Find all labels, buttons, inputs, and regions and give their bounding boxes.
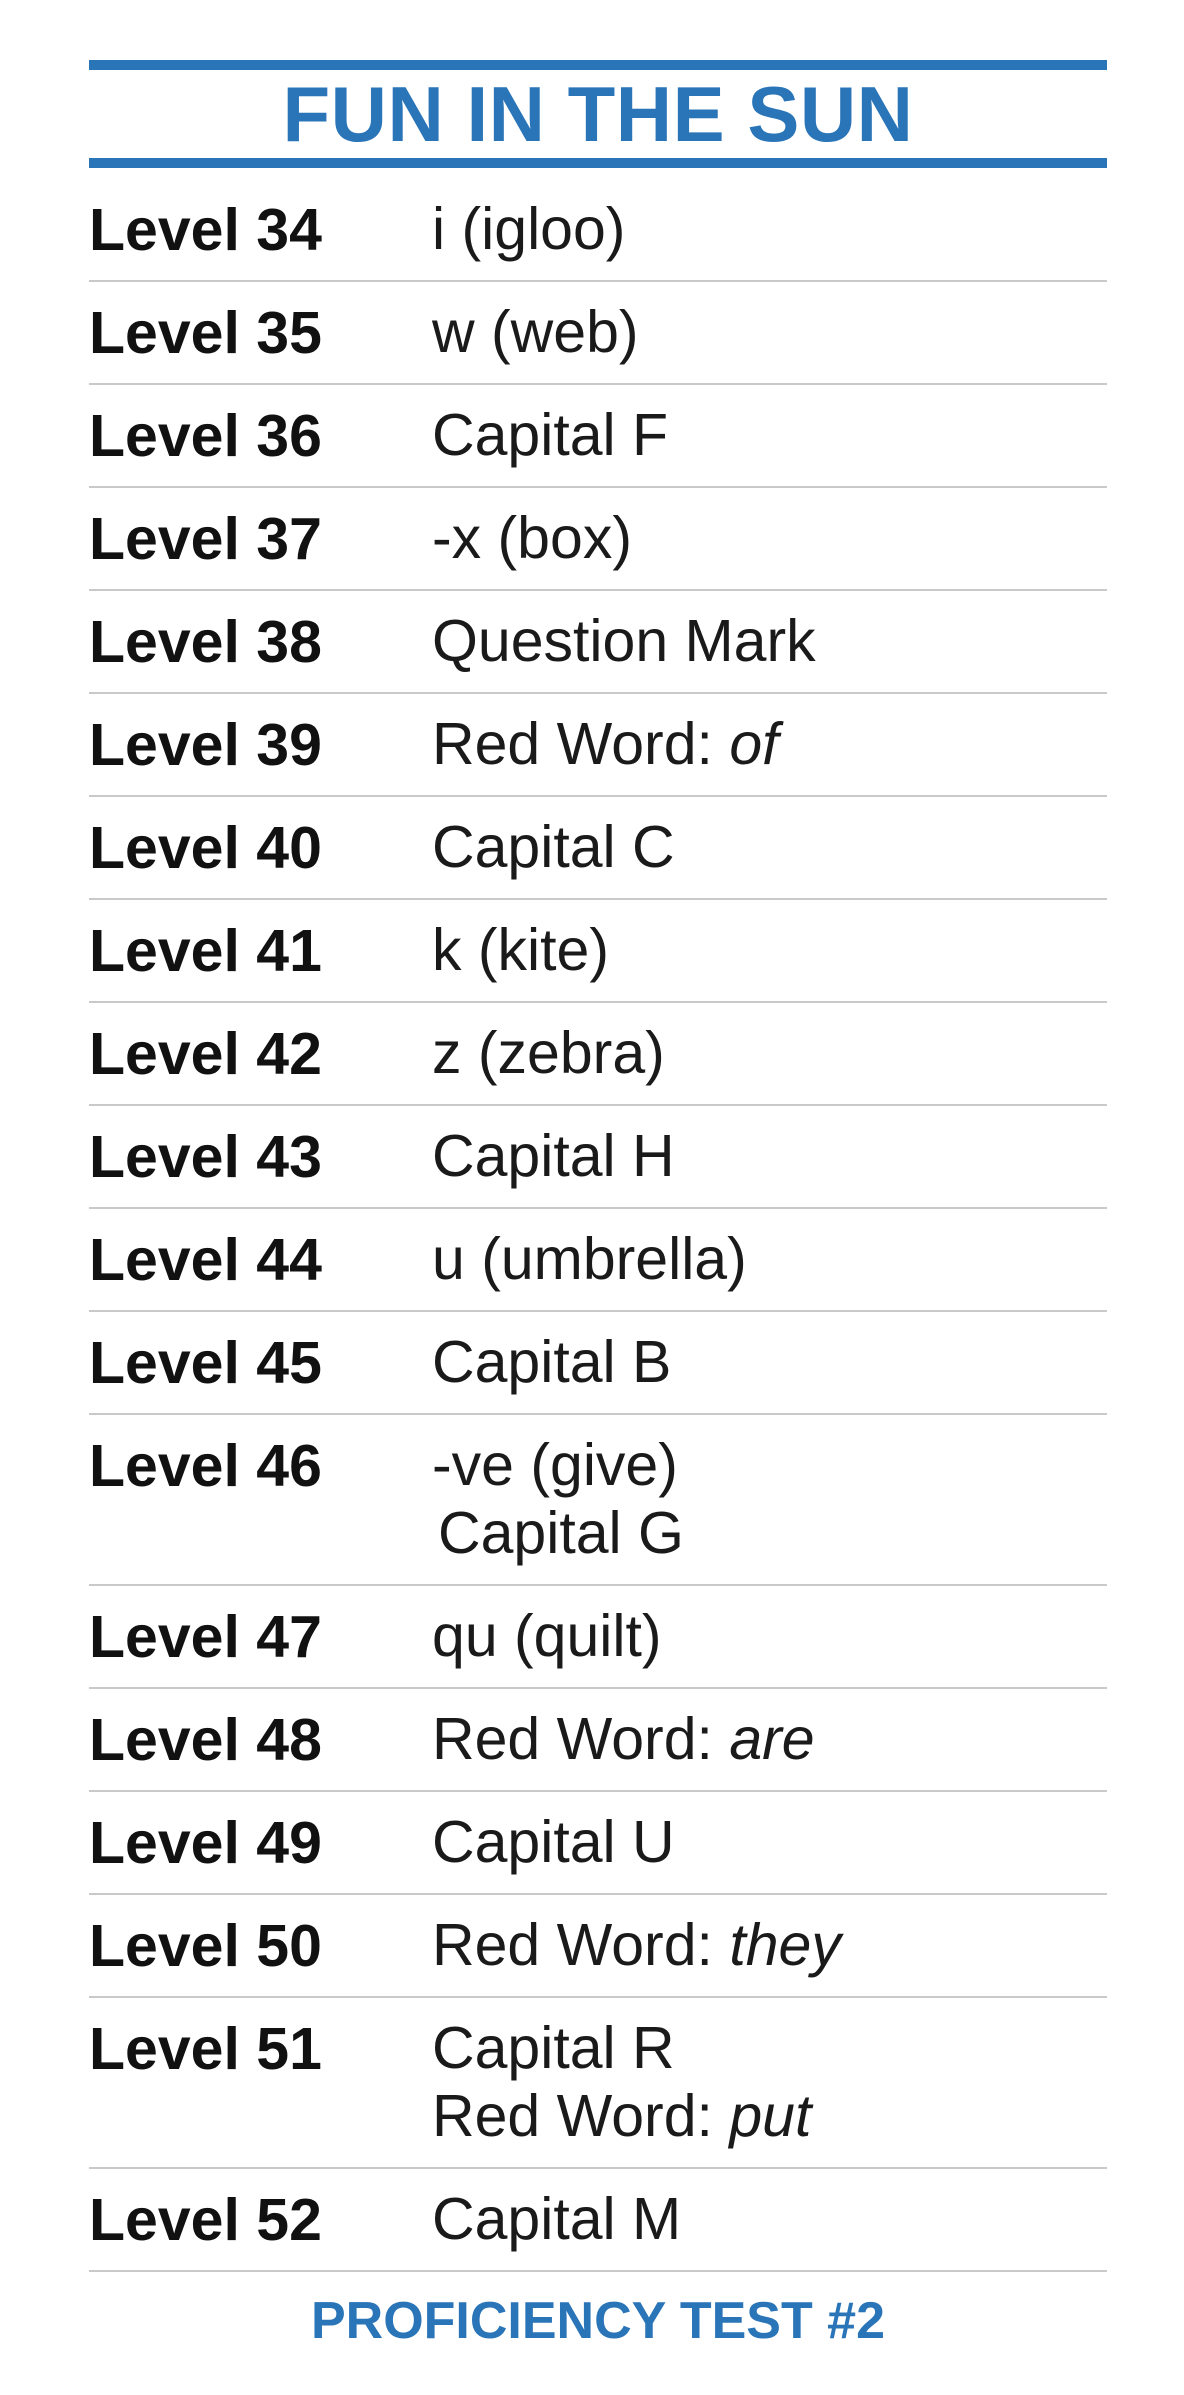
- level-topic: [432, 1106, 1107, 1190]
- level-topic: [432, 1415, 1107, 1567]
- level-label: Level 49: [89, 1810, 322, 1876]
- topic-text: Capital C: [432, 814, 675, 880]
- level-topic: [432, 694, 1107, 778]
- level-label: Level 52: [89, 2187, 322, 2253]
- topic-text: -x (box): [432, 505, 632, 571]
- level-row: [89, 488, 1107, 591]
- topic-text: Capital R: [432, 2015, 675, 2081]
- topic-line: [432, 607, 1107, 675]
- title-top-rule: [89, 60, 1107, 70]
- topic-text: z (zebra): [432, 1020, 665, 1086]
- level-topic: [432, 1586, 1107, 1670]
- level-list: [89, 179, 1107, 2272]
- topic-line: [432, 916, 1107, 984]
- page-title: FUN IN THE SUN: [282, 70, 914, 158]
- level-label: Level 42: [89, 1021, 322, 1087]
- topic-text: Question Mark: [432, 608, 816, 674]
- topic-line: [432, 195, 1107, 263]
- level-row: [89, 900, 1107, 1003]
- topic-line: [432, 504, 1107, 572]
- red-word: of: [729, 711, 779, 777]
- topic-text: -ve (give): [432, 1432, 678, 1498]
- level-row: [89, 1415, 1107, 1586]
- level-label: Level 38: [89, 609, 322, 675]
- level-label: Level 46: [89, 1433, 322, 1499]
- level-label: Level 47: [89, 1604, 322, 1670]
- topic-line: [432, 2014, 1107, 2082]
- title-bottom-rule: [89, 158, 1107, 168]
- level-topic: [432, 282, 1107, 366]
- level-label: Level 43: [89, 1124, 322, 1190]
- level-label: Level 51: [89, 2016, 322, 2082]
- level-label: Level 39: [89, 712, 322, 778]
- topic-text: i (igloo): [432, 196, 626, 262]
- red-word: are: [729, 1706, 815, 1772]
- level-row: [89, 1586, 1107, 1689]
- topic-line: [432, 401, 1107, 469]
- level-row: [89, 1003, 1107, 1106]
- topic-line: [432, 1122, 1107, 1190]
- level-row: [89, 179, 1107, 282]
- level-topic: [432, 900, 1107, 984]
- level-topic: [432, 2169, 1107, 2253]
- topic-line: [432, 1808, 1107, 1876]
- level-row: [89, 1209, 1107, 1312]
- topic-text: Red Word:: [432, 1706, 730, 1772]
- level-row: [89, 1792, 1107, 1895]
- level-label: Level 48: [89, 1707, 322, 1773]
- topic-text: Capital U: [432, 1809, 675, 1875]
- topic-text: u (umbrella): [432, 1226, 747, 1292]
- level-topic: [432, 1209, 1107, 1293]
- topic-line: [432, 1499, 1107, 1567]
- topic-text: Capital H: [432, 1123, 675, 1189]
- level-topic: [432, 1689, 1107, 1773]
- curriculum-sheet: [89, 60, 1107, 2370]
- level-row: [89, 1998, 1107, 2169]
- red-word: they: [729, 1912, 841, 1978]
- topic-line: [432, 1911, 1107, 1979]
- level-label: Level 44: [89, 1227, 322, 1293]
- topic-text: Capital B: [432, 1329, 672, 1395]
- level-topic: [432, 1003, 1107, 1087]
- level-label: Level 50: [89, 1913, 322, 1979]
- topic-text: qu (quilt): [432, 1603, 662, 1669]
- level-row: [89, 694, 1107, 797]
- level-topic: [432, 1998, 1107, 2150]
- topic-line: [432, 1019, 1107, 1087]
- topic-line: [432, 298, 1107, 366]
- level-label: Level 36: [89, 403, 322, 469]
- level-row: [89, 2169, 1107, 2272]
- level-label: Level 37: [89, 506, 322, 572]
- topic-text: Red Word:: [432, 2083, 730, 2149]
- level-row: [89, 1689, 1107, 1792]
- topic-line: [432, 1328, 1107, 1396]
- topic-text: k (kite): [432, 917, 609, 983]
- level-label: Level 45: [89, 1330, 322, 1396]
- topic-line: [432, 813, 1107, 881]
- level-row: [89, 282, 1107, 385]
- topic-line: [432, 1225, 1107, 1293]
- topic-text: w (web): [432, 299, 639, 365]
- level-topic: [432, 1895, 1107, 1979]
- level-topic: [432, 1792, 1107, 1876]
- red-word: put: [729, 2083, 812, 2149]
- level-label: Level 40: [89, 815, 322, 881]
- topic-line: [432, 710, 1107, 778]
- level-topic: [432, 488, 1107, 572]
- topic-text: Capital F: [432, 402, 669, 468]
- level-topic: [432, 179, 1107, 263]
- level-row: [89, 1312, 1107, 1415]
- topic-text: Red Word:: [432, 711, 730, 777]
- level-row: [89, 1106, 1107, 1209]
- level-row: [89, 797, 1107, 900]
- level-row: [89, 1895, 1107, 1998]
- level-topic: [432, 591, 1107, 675]
- level-row: [89, 591, 1107, 694]
- level-topic: [432, 1312, 1107, 1396]
- topic-line: [432, 1602, 1107, 1670]
- topic-line: [432, 1705, 1107, 1773]
- topic-line: [432, 1431, 1107, 1499]
- topic-text: Red Word:: [432, 1912, 730, 1978]
- level-label: Level 35: [89, 300, 322, 366]
- level-row: [89, 385, 1107, 488]
- topic-line: [432, 2185, 1107, 2253]
- level-topic: [432, 797, 1107, 881]
- topic-text: Capital M: [432, 2186, 682, 2252]
- proficiency-test-label: PROFICIENCY TEST #2: [310, 2292, 886, 2350]
- level-label: Level 41: [89, 918, 322, 984]
- level-label: Level 34: [89, 197, 322, 263]
- topic-text: Capital G: [438, 1500, 684, 1566]
- topic-line: [432, 2082, 1107, 2150]
- level-topic: [432, 385, 1107, 469]
